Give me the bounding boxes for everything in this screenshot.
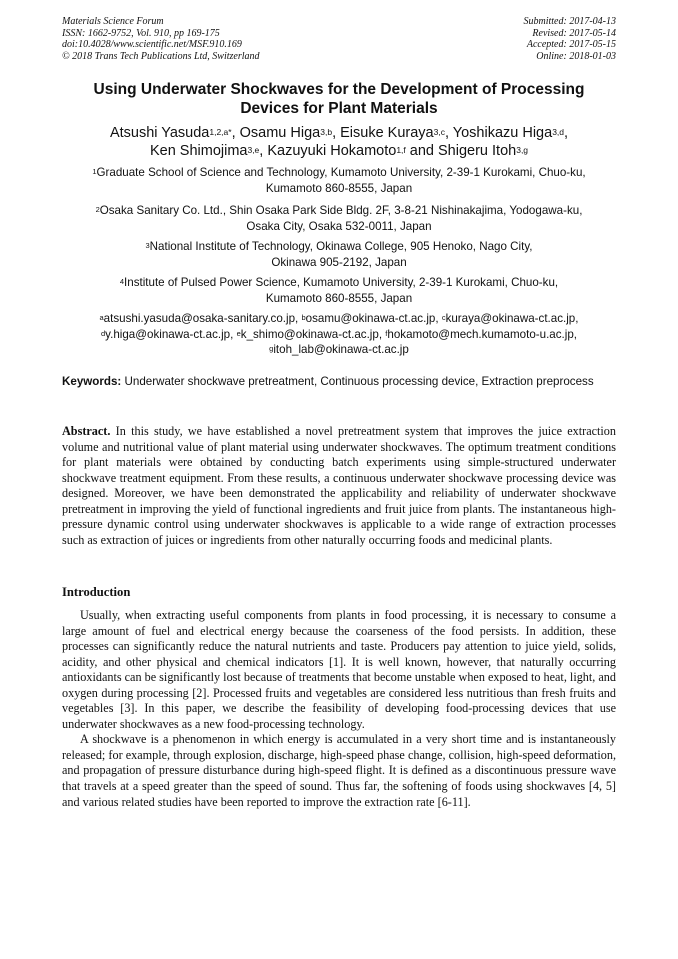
author-name: Ken Shimojima	[149, 143, 248, 159]
email-mark: g	[269, 344, 274, 353]
author-name: Yoshikazu Higa	[452, 125, 553, 141]
keywords-label: Keywords:	[62, 375, 122, 388]
affiliation-text: Institute of Pulsed Power Science, Kumamoto University, 2-39-1 Kurokami, Chuo-ku,	[124, 276, 559, 289]
accepted-date: Accepted: 2017-05-15	[526, 39, 616, 50]
email-address[interactable]: k_shimo@okinawa-ct.ac.jp	[240, 327, 379, 341]
paragraph: Usually, when extracting useful components from plants in food processing, it is necessary to consume a large amount of fuel and electrical energy because the coarseness of the food persists. In addition, these processes can significantly reduce the natural nutrients and taste. Producers pay attention to juice yield, solids, acidity, and other physical and chemical indicators [1]. It is well known, however, that naturally occurring antioxidants can be significantly lost because of treatments that become unstable when exposed to heat, light, and oxygen during processing [2]. Processed fruits and vegetables are considered less nutritious than fresh fruits and vegetables [3]. In this paper, we describe the feasibility of developing food-processing devices that use underwater shockwaves as a new food-processing technology.	[62, 608, 616, 731]
author-affiliation-mark: 3,e	[247, 145, 260, 155]
abstract	[62, 424, 616, 548]
section-heading-introduction: Introduction	[62, 585, 131, 599]
affiliation-mark: 4	[119, 277, 125, 286]
email-separator: ,	[230, 327, 237, 341]
affiliation-mark: 3	[145, 241, 150, 250]
abstract-label: Abstract.	[62, 424, 111, 438]
affiliation-text: Osaka City, Osaka 532-0011, Japan	[246, 219, 432, 233]
email-address[interactable]: itoh_lab@okinawa-ct.ac.jp	[273, 343, 409, 356]
email-separator: ,	[435, 312, 442, 325]
paper-title	[62, 80, 616, 118]
author-separator: ,	[231, 125, 240, 141]
email-mark: c	[441, 313, 446, 322]
email-mark: f	[385, 328, 388, 338]
email-mark: b	[301, 313, 306, 322]
author-affiliation-mark: 3,g	[516, 145, 529, 155]
author-affiliation-mark: 3,d	[552, 127, 565, 137]
email-separator: ,	[295, 312, 302, 325]
keywords-text: Underwater shockwave pretreatment, Continuous processing device, Extraction preprocess	[124, 375, 594, 388]
author-name: Shigeru Itoh	[438, 143, 517, 159]
journal-name: Materials Science Forum	[62, 16, 164, 27]
email-address[interactable]: kuraya@okinawa-ct.ac.jp,	[445, 312, 579, 325]
author-name: Eisuke Kuraya	[340, 125, 434, 141]
submitted-date: Submitted: 2017-04-13	[523, 16, 616, 27]
author-line	[62, 142, 616, 160]
author-separator: ,	[444, 125, 453, 141]
journal-info	[62, 16, 260, 62]
affiliation	[62, 275, 616, 306]
email-address[interactable]: atsushi.yasuda@osaka-sanitary.co.jp	[103, 312, 296, 325]
author-name: Atsushi Yasuda	[109, 125, 210, 141]
affiliation-line	[62, 203, 616, 219]
affiliation	[62, 239, 616, 270]
affiliation-text: Osaka Sanitary Co. Ltd., Shin Osaka Park Side Bldg. 2F, 3-8-21 Nishinakajima, Yodogawa-ku,	[99, 204, 583, 217]
title-line: Devices for Plant Materials	[240, 100, 438, 117]
author-line	[62, 124, 616, 142]
author-separator: ,	[332, 125, 341, 141]
journal-copyright: © 2018 Trans Tech Publications Ltd, Switzerland	[62, 50, 260, 62]
affiliation-line	[62, 165, 616, 181]
author-list	[62, 124, 616, 160]
email-address[interactable]: y.higa@okinawa-ct.ac.jp	[105, 327, 231, 341]
affiliation-mark: 2	[95, 205, 100, 214]
author-name: Osamu Higa	[239, 125, 321, 141]
paragraph: A shockwave is a phenomenon in which energy is accumulated in a very short time and is instantaneously released; for example, through explosion, discharge, high-speed phase change, collision, high-speed deformation, and propagation of pressure disturbance during high-speed flight. It is defined as a discontinuous pressure wave that travels at a speed greater than the speed of sound. Thus far, the softening of foods using shockwaves [4, 5] and various related studies have been reported to improve the extraction rate [6-11].	[62, 732, 616, 809]
affiliation	[62, 203, 616, 234]
revised-date: Revised: 2017-05-14	[532, 27, 616, 39]
author-separator: and	[405, 143, 439, 159]
affiliation-text: Kumamoto 860-8555, Japan	[265, 181, 413, 195]
email-line	[62, 342, 616, 358]
author-affiliation-mark: 3,c	[433, 127, 445, 137]
author-affiliation-mark: 1,2,a*	[209, 127, 232, 137]
title-line: Using Underwater Shockwaves for the Development of Processing	[93, 81, 585, 98]
abstract-text: In this study, we have established a novel pretreatment system that improves the juice extraction volume and nutritional value of plant material using underwater shockwaves. The optimum treatment conditions for plant materials were obtained by conducting batch experiments using simple-structured underwater shockwave treatment equipment. From these results, a continuous underwater shockwave processing device was designed. Moreover, we have been demonstrated the applicability and reliability of underwater shockwave pretreatment in improving the yield of functional ingredients and fruit juice from plants. The instantaneous high-pressure dynamic control using underwater shockwaves is applicable to a wide range of extraction processes such as extraction of juices or ingredients from other naturally occurring foods and medicinal plants.	[62, 424, 616, 547]
affiliation-text: National Institute of Technology, Okinawa College, 905 Henoko, Nago City,	[149, 240, 533, 253]
affiliation-line	[62, 275, 616, 291]
affiliation-text: Kumamoto 860-8555, Japan	[265, 291, 413, 305]
affiliation-text: Graduate School of Science and Technology, Kumamoto University, 2-39-1 Kurokami, Chuo-ku,	[96, 166, 586, 179]
submission-dates	[524, 16, 617, 62]
author-separator: ,	[259, 143, 268, 159]
email-address[interactable]: osamu@okinawa-ct.ac.jp	[305, 312, 436, 325]
affiliation-line	[62, 239, 616, 255]
journal-doi: doi:10.4028/www.scientific.net/MSF.910.169	[62, 39, 242, 50]
author-affiliation-mark: 3,b	[320, 127, 333, 137]
email-mark: d	[100, 328, 106, 338]
author-separator: ,	[564, 125, 569, 141]
introduction-body	[62, 608, 616, 810]
email-mark: e	[236, 328, 241, 338]
email-separator: ,	[378, 327, 386, 341]
author-name: Kazuyuki Hokamoto	[267, 143, 397, 159]
affiliation	[62, 165, 616, 196]
email-mark: a	[99, 313, 104, 322]
online-date: Online: 2018-01-03	[536, 50, 616, 62]
author-affiliation-mark: 1,f	[396, 145, 406, 155]
author-emails	[62, 311, 616, 358]
affiliation-mark: 1	[92, 167, 97, 176]
email-line	[62, 327, 616, 343]
keywords	[62, 374, 616, 389]
affiliation-text: Okinawa 905-2192, Japan	[271, 255, 407, 269]
journal-issn: ISSN: 1662-9752, Vol. 910, pp 169-175	[62, 27, 220, 39]
email-line	[62, 311, 616, 327]
email-address[interactable]: hokamoto@mech.kumamoto-u.ac.jp,	[387, 327, 578, 341]
